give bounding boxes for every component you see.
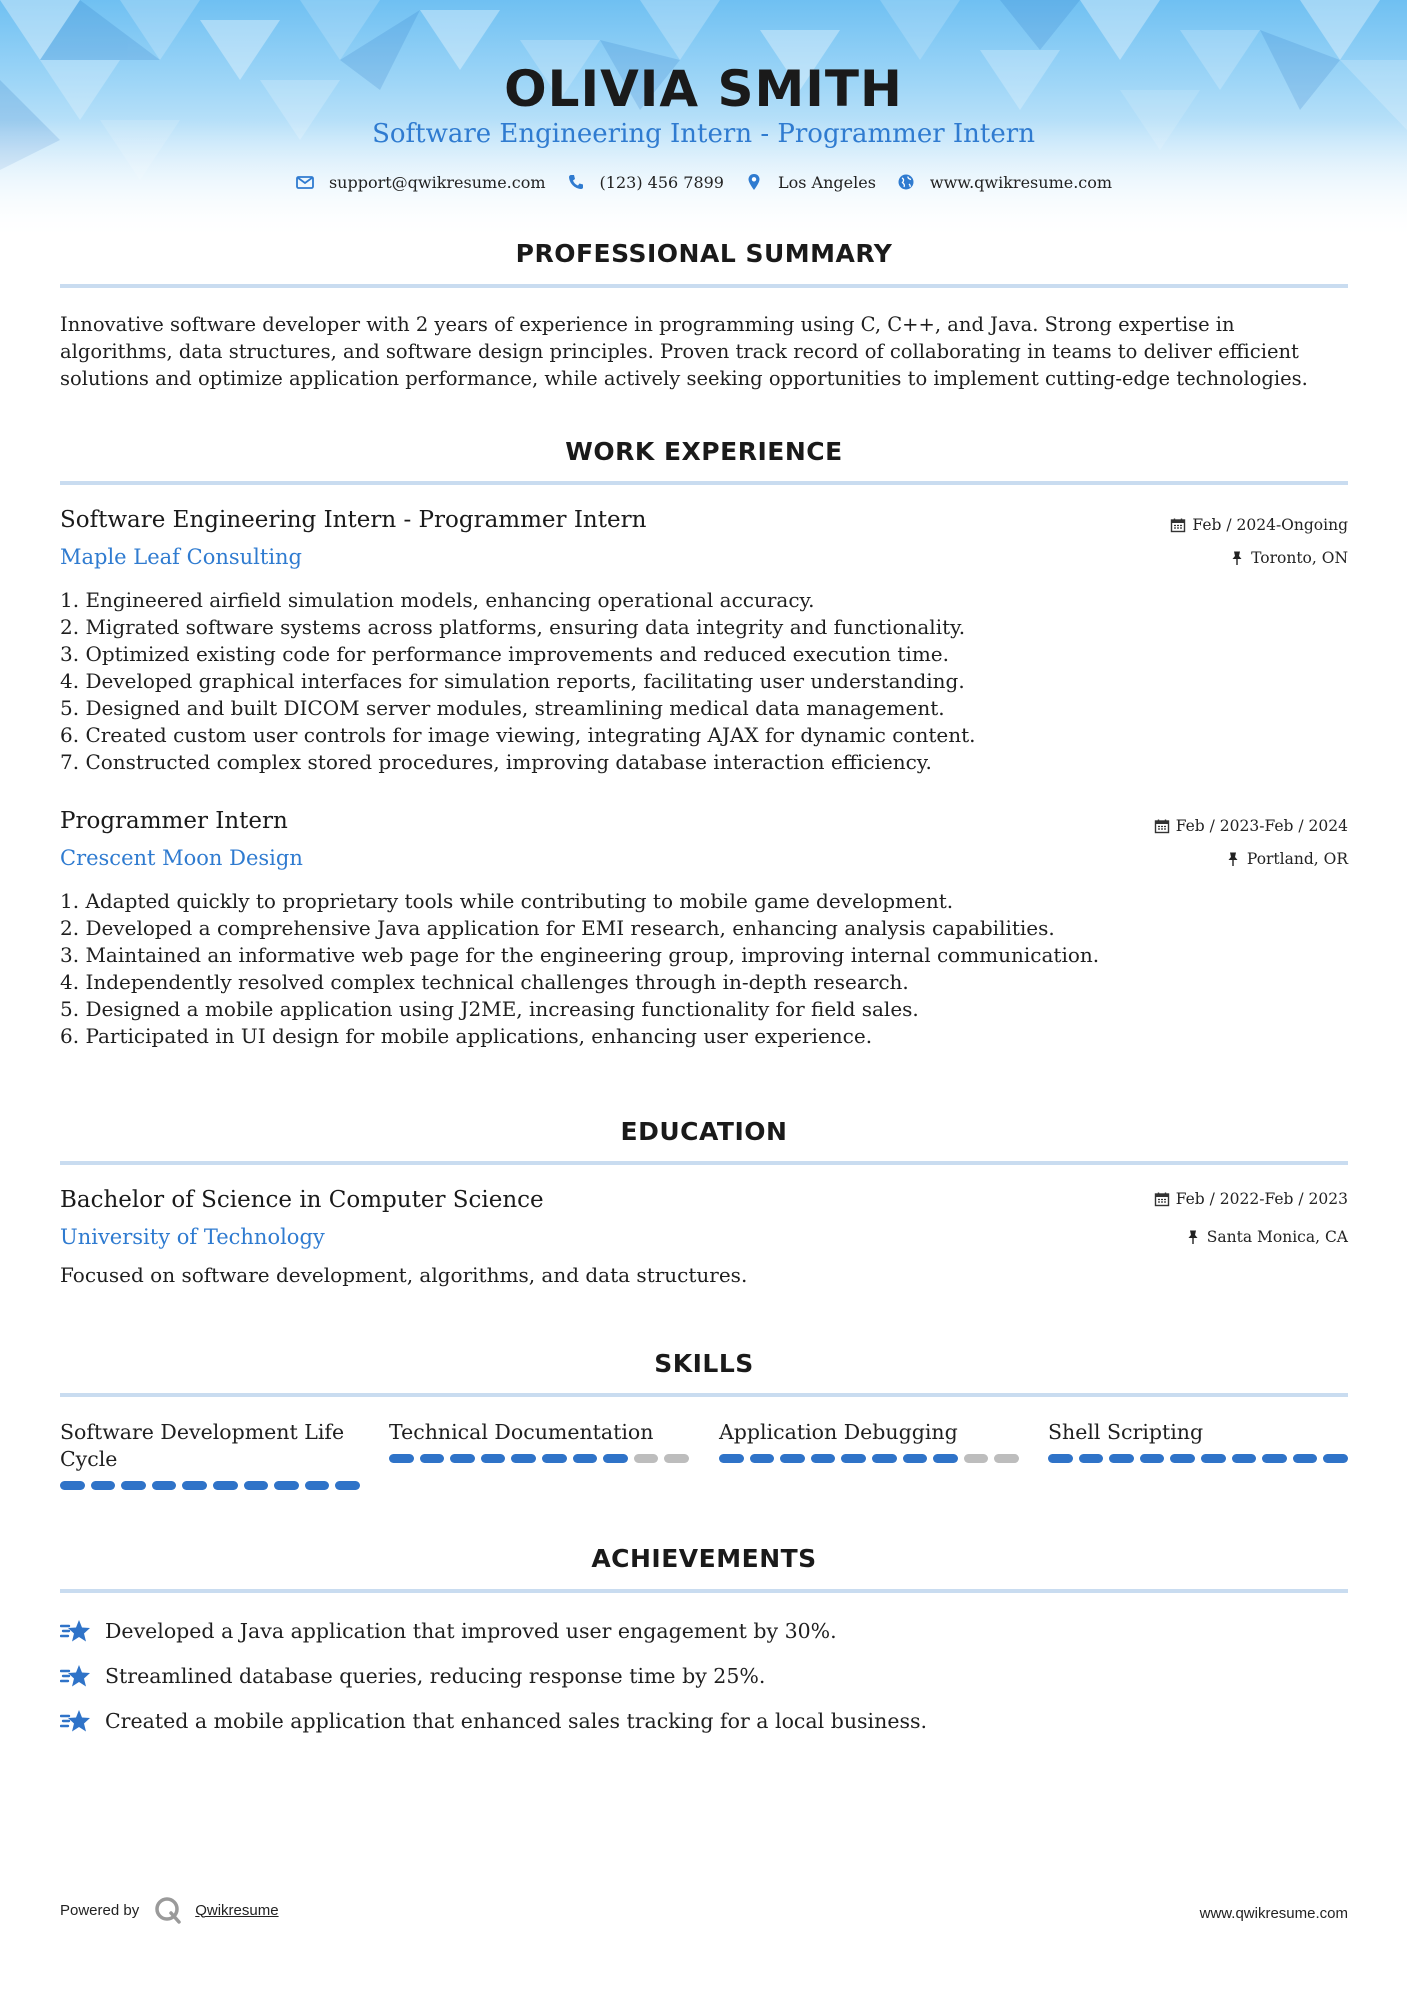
skill-name: Shell Scripting xyxy=(1048,1420,1204,1444)
skill-level-bar xyxy=(389,1454,689,1463)
achievement-item xyxy=(60,1660,765,1692)
job-company: Crescent Moon Design xyxy=(60,846,303,870)
skill-segment-filled xyxy=(91,1481,116,1490)
map-pin-icon xyxy=(744,172,764,192)
skill-segment-empty xyxy=(994,1454,1019,1463)
skill-name: Application Debugging xyxy=(719,1420,958,1444)
skill-segment-filled xyxy=(573,1454,598,1463)
skill-segment-filled xyxy=(1079,1454,1104,1463)
powered-by-label: Powered by xyxy=(60,1901,140,1919)
skill-segment-filled xyxy=(152,1481,177,1490)
list-item: 2. Migrated software systems across platforms, ensuring data integrity and functionality. xyxy=(60,615,966,639)
list-item: 4. Independently resolved complex technical challenges through in-depth research. xyxy=(60,970,909,994)
skill-name: Technical Documentation xyxy=(389,1420,654,1444)
contact-phone-text: (123) 456 7899 xyxy=(599,172,724,192)
experience-divider xyxy=(60,481,1348,485)
list-item: 6. Participated in UI design for mobile applications, enhancing user experience. xyxy=(60,1024,873,1048)
skill-segment-empty xyxy=(964,1454,989,1463)
education-date-text: Feb / 2022-Feb / 2023 xyxy=(1175,1190,1348,1208)
skill-segment-filled xyxy=(213,1481,238,1490)
pushpin-icon xyxy=(1229,550,1245,566)
achievement-item xyxy=(60,1615,837,1647)
list-item: 5. Designed a mobile application using J2ME, increasing functionality for field sales. xyxy=(60,997,919,1021)
list-item: 7. Constructed complex stored procedures, improving database interaction efficiency. xyxy=(60,750,932,774)
skill-segment-filled xyxy=(274,1481,299,1490)
star-icon xyxy=(60,1660,92,1692)
skill-segment-filled xyxy=(1140,1454,1165,1463)
contact-bar xyxy=(0,172,1407,192)
skill-segment-filled xyxy=(511,1454,536,1463)
skill-segment-filled xyxy=(389,1454,414,1463)
contact-phone[interactable] xyxy=(566,172,724,192)
job-location-text: Portland, OR xyxy=(1246,850,1348,868)
summary-divider xyxy=(60,284,1348,288)
skill-segment-filled xyxy=(603,1454,628,1463)
skill-segment-filled xyxy=(1232,1454,1257,1463)
skill-level-bar xyxy=(719,1454,1019,1463)
list-item: 1. Engineered airfield simulation models, enhancing operational accuracy. xyxy=(60,588,815,612)
skill-segment-filled xyxy=(542,1454,567,1463)
education-divider xyxy=(60,1161,1348,1165)
achievement-item xyxy=(60,1705,927,1737)
achievement-text: Developed a Java application that improved user engagement by 30%. xyxy=(105,1619,837,1643)
contact-email[interactable] xyxy=(295,172,546,192)
skill-segment-empty xyxy=(634,1454,659,1463)
job-responsibilities xyxy=(60,587,1340,776)
qwikresume-link[interactable]: Qwikresume xyxy=(195,1901,279,1919)
qwikresume-logo-icon xyxy=(153,1895,183,1925)
skill-segment-filled xyxy=(903,1454,928,1463)
education-heading: EDUCATION xyxy=(620,1117,788,1146)
skill-segment-filled xyxy=(420,1454,445,1463)
candidate-title: Software Engineering Intern - Programmer Intern xyxy=(372,119,1035,149)
skill-segment-filled xyxy=(244,1481,269,1490)
education-location xyxy=(1185,1228,1348,1246)
skill-segment-filled xyxy=(719,1454,744,1463)
skill-segment-empty xyxy=(664,1454,689,1463)
skill-segment-filled xyxy=(1201,1454,1226,1463)
skill-segment-filled xyxy=(60,1481,85,1490)
footer-powered-by xyxy=(60,1895,279,1925)
list-item: 3. Optimized existing code for performance improvements and reduced execution time. xyxy=(60,642,950,666)
job-title: Software Engineering Intern - Programmer Intern xyxy=(60,507,647,533)
skill-segment-filled xyxy=(1323,1454,1348,1463)
contact-website-text: www.qwikresume.com xyxy=(929,172,1113,192)
skill-segment-filled xyxy=(305,1481,330,1490)
star-icon xyxy=(60,1615,92,1647)
job-date-text: Feb / 2024-Ongoing xyxy=(1192,516,1348,534)
experience-heading: WORK EXPERIENCE xyxy=(565,437,843,466)
skill-level-bar xyxy=(1048,1454,1348,1463)
education-date xyxy=(1154,1190,1348,1208)
skill-item xyxy=(389,1419,689,1463)
degree-title: Bachelor of Science in Computer Science xyxy=(60,1187,544,1213)
skill-segment-filled xyxy=(780,1454,805,1463)
phone-icon xyxy=(566,172,586,192)
skill-segment-filled xyxy=(335,1481,360,1490)
footer-website[interactable]: www.qwikresume.com xyxy=(1199,1905,1348,1922)
contact-location-text: Los Angeles xyxy=(777,172,876,192)
skill-segment-filled xyxy=(1293,1454,1318,1463)
summary-text: Innovative software developer with 2 years of experience in programming using C, C++, and Java. Strong expertise in algorithms, data structures, and software design principles. Proven track record of collaborating in teams to deliver efficient solutions and optimize application performance, while actively seeking opportunities to implement cutting-edge technologies. xyxy=(60,313,1308,390)
envelope-icon xyxy=(295,172,315,192)
list-item: 1. Adapted quickly to proprietary tools while contributing to mobile game development. xyxy=(60,889,954,913)
contact-website[interactable] xyxy=(896,172,1112,192)
star-icon xyxy=(60,1705,92,1737)
achievement-text: Created a mobile application that enhanced sales tracking for a local business. xyxy=(105,1709,928,1733)
skill-level-bar xyxy=(60,1481,360,1490)
school-name: University of Technology xyxy=(60,1225,325,1249)
list-item: 6. Created custom user controls for image viewing, integrating AJAX for dynamic content. xyxy=(60,723,976,747)
skill-segment-filled xyxy=(1048,1454,1073,1463)
skill-item xyxy=(60,1419,360,1490)
job-title: Programmer Intern xyxy=(60,808,288,834)
achievement-text: Streamlined database queries, reducing response time by 25%. xyxy=(105,1664,766,1688)
job-date xyxy=(1154,817,1348,835)
skill-name: Software Development Life Cycle xyxy=(60,1420,345,1471)
skill-segment-filled xyxy=(933,1454,958,1463)
globe-icon xyxy=(896,172,916,192)
pushpin-icon xyxy=(1225,851,1241,867)
skills-heading: SKILLS xyxy=(654,1349,754,1378)
skill-segment-filled xyxy=(811,1454,836,1463)
skill-segment-filled xyxy=(750,1454,775,1463)
skill-segment-filled xyxy=(450,1454,475,1463)
job-responsibilities xyxy=(60,888,1340,1050)
contact-email-text: support@qwikresume.com xyxy=(328,172,546,192)
skill-segment-filled xyxy=(872,1454,897,1463)
list-item: 5. Designed and built DICOM server modules, streamlining medical data management. xyxy=(60,696,945,720)
job-date-text: Feb / 2023-Feb / 2024 xyxy=(1175,817,1348,835)
achievements-heading: ACHIEVEMENTS xyxy=(591,1544,817,1573)
summary-heading: PROFESSIONAL SUMMARY xyxy=(515,239,893,268)
skill-segment-filled xyxy=(1109,1454,1134,1463)
skill-item xyxy=(1048,1419,1348,1463)
skill-item xyxy=(719,1419,1019,1463)
achievements-divider xyxy=(60,1589,1348,1593)
list-item: 4. Developed graphical interfaces for simulation reports, facilitating user understanding. xyxy=(60,669,965,693)
skill-segment-filled xyxy=(841,1454,866,1463)
job-location xyxy=(1229,549,1348,567)
contact-location xyxy=(744,172,876,192)
job-location-text: Toronto, ON xyxy=(1251,549,1348,567)
list-item: 2. Developed a comprehensive Java application for EMI research, enhancing analysis capabilities. xyxy=(60,916,1055,940)
skills-divider xyxy=(60,1393,1348,1397)
skill-segment-filled xyxy=(1262,1454,1287,1463)
skill-segment-filled xyxy=(182,1481,207,1490)
candidate-name: OLIVIA SMITH xyxy=(504,60,903,118)
calendar-icon xyxy=(1154,818,1170,834)
job-company: Maple Leaf Consulting xyxy=(60,545,303,569)
calendar-icon xyxy=(1154,1191,1170,1207)
skill-segment-filled xyxy=(481,1454,506,1463)
list-item: 3. Maintained an informative web page for the engineering group, improving internal communication. xyxy=(60,943,1100,967)
education-description: Focused on software development, algorithms, and data structures. xyxy=(60,1263,748,1287)
job-location xyxy=(1225,850,1348,868)
job-date xyxy=(1170,516,1348,534)
skill-segment-filled xyxy=(121,1481,146,1490)
education-location-text: Santa Monica, CA xyxy=(1206,1228,1348,1246)
pushpin-icon xyxy=(1185,1229,1201,1245)
calendar-icon xyxy=(1170,517,1186,533)
skill-segment-filled xyxy=(1170,1454,1195,1463)
